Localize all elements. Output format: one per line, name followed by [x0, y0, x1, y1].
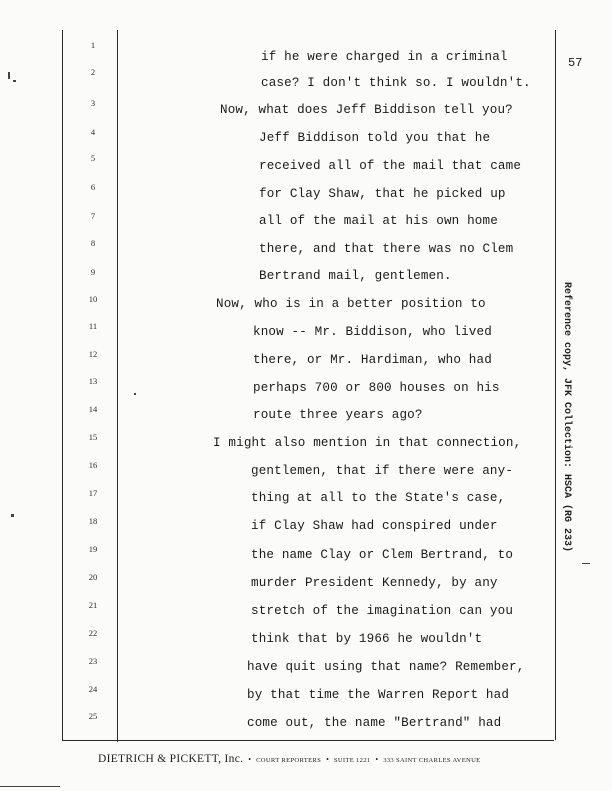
- transcript-line: if Clay Shaw had conspired under: [251, 519, 498, 533]
- line-number: 19: [88, 544, 98, 554]
- transcript-line: think that by 1966 he wouldn't: [251, 632, 483, 646]
- transcript-line: for Clay Shaw, that he picked up: [259, 187, 506, 201]
- line-number-margin-rule: [117, 30, 118, 742]
- footer-separator: •: [326, 755, 329, 764]
- footer-service: COURT REPORTERS: [256, 757, 322, 764]
- line-number: 3: [90, 98, 96, 108]
- page-frame-bottom-rule: [62, 740, 554, 741]
- line-number: 16: [88, 460, 98, 470]
- transcript-line: stretch of the imagination can you: [251, 604, 514, 618]
- line-number: 15: [88, 432, 98, 442]
- line-number: 13: [88, 376, 98, 386]
- line-number: 25: [88, 711, 98, 721]
- transcript-line: murder President Kennedy, by any: [251, 576, 498, 590]
- transcript-line: the name Clay or Clem Bertrand, to: [251, 548, 514, 562]
- footer-separator: •: [248, 755, 252, 764]
- footer-address: 333 SAINT CHARLES AVENUE: [383, 757, 481, 764]
- scan-artifact: [8, 72, 10, 79]
- line-number: 12: [88, 349, 98, 359]
- line-number: 7: [90, 211, 96, 221]
- transcript-line: received all of the mail that came: [259, 159, 522, 173]
- transcript-line: all of the mail at his own home: [259, 214, 498, 228]
- line-number: 17: [88, 488, 98, 498]
- archive-reference-note: Reference copy, JFK Collection: HSCA (RG 233): [561, 282, 572, 553]
- line-number: 22: [88, 628, 98, 638]
- line-number: 8: [90, 238, 96, 248]
- line-number: 2: [90, 67, 96, 77]
- transcript-line: come out, the name "Bertrand" had: [247, 716, 502, 730]
- scan-artifact: [134, 393, 136, 395]
- line-number: 14: [88, 404, 98, 414]
- transcript-line: Jeff Biddison told you that he: [259, 131, 491, 145]
- line-number: 10: [88, 294, 98, 304]
- scan-artifact: [13, 80, 16, 82]
- line-number: 5: [90, 153, 96, 163]
- line-number: 11: [88, 321, 98, 331]
- transcript-line: case? I don't think so. I wouldn't.: [261, 76, 531, 90]
- line-number: 20: [88, 572, 98, 582]
- transcript-line: Now, who is in a better position to: [216, 297, 486, 311]
- transcript-line: perhaps 700 or 800 houses on his: [253, 381, 500, 395]
- transcript-line: there, or Mr. Hardiman, who had: [253, 353, 492, 367]
- line-number: 6: [90, 182, 96, 192]
- line-number: 9: [90, 267, 96, 277]
- transcript-line: Now, what does Jeff Biddison tell you?: [220, 103, 513, 117]
- scan-artifact: [11, 514, 14, 517]
- transcript-line: Bertrand mail, gentlemen.: [259, 269, 452, 283]
- footer-suite: SUITE 1221: [333, 757, 371, 764]
- line-number: 21: [88, 600, 98, 610]
- transcript-line: gentlemen, that if there were any-: [251, 464, 514, 478]
- reporter-footer: [98, 749, 481, 767]
- transcript-line: by that time the Warren Report had: [247, 688, 510, 702]
- transcript-line: have quit using that name? Remember,: [247, 660, 525, 674]
- transcript-line: if he were charged in a criminal: [261, 50, 508, 64]
- transcript-line: there, and that there was no Clem: [259, 242, 514, 256]
- line-number: 23: [88, 656, 98, 666]
- line-number: 18: [88, 516, 98, 526]
- scan-artifact: [0, 786, 60, 787]
- line-number: 24: [88, 684, 98, 694]
- line-number: 1: [90, 40, 96, 50]
- footer-firm-name: DIETRICH & PICKETT, Inc.: [98, 753, 244, 765]
- line-number: 4: [90, 127, 96, 137]
- transcript-line: I might also mention in that connection,: [213, 436, 522, 450]
- transcript-line: route three years ago?: [253, 408, 423, 422]
- transcript-line: know -- Mr. Biddison, who lived: [253, 325, 492, 339]
- transcript-line: thing at all to the State's case,: [251, 491, 506, 505]
- page-number: 57: [568, 56, 583, 70]
- footer-separator: •: [375, 755, 379, 764]
- scan-artifact: [582, 563, 590, 564]
